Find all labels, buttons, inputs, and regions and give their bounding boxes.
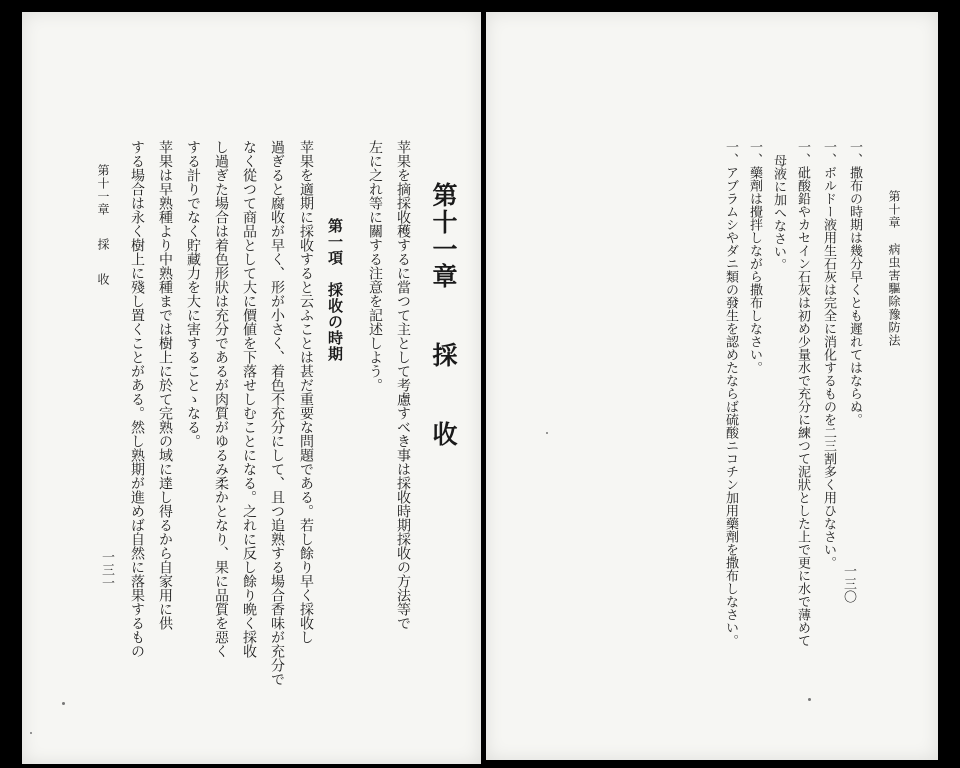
- page-number: 一三〇: [841, 564, 856, 603]
- instruction-line: 一、撒布の時期は幾分早くとも遲れてはならぬ。: [847, 140, 862, 426]
- right-page: [486, 12, 938, 760]
- running-header: 第十一章採收: [96, 164, 110, 286]
- paper-speck: [62, 702, 65, 705]
- paper-speck: [808, 698, 811, 701]
- intro-line-2: 左に之れ等に關する注意を記述しよう。: [367, 140, 383, 392]
- body-line: 苹果を適期に採收すると云ふことは甚だ重要な問題である。若し餘り早く採收し: [298, 140, 314, 644]
- body-line: なく從つて商品として大に價値を下落せしむことになる。之れに反し餘り晩く採收: [241, 140, 257, 658]
- instruction-line: 一、アブラムシやダニ類の發生を認めたならば硫酸ニコチン加用藥劑を撒布しなさい。: [723, 140, 738, 647]
- instruction-line: 一、砒酸鉛やカセイン石灰は初め少量水で充分に練つて泥狀とした上で更に水で薄めて: [795, 140, 810, 647]
- page-number: 一三一: [99, 550, 114, 589]
- paper-speck: [546, 432, 548, 434]
- left-page: [22, 12, 481, 764]
- instruction-line: 母液に加へなさい。: [771, 154, 786, 271]
- chapter-title: 第十一章採收: [429, 182, 458, 448]
- paper-speck: [30, 732, 32, 734]
- body-line: し過ぎた場合は着色形狀は充分であるが肉質がゆるみ柔かとなり、果に品質を惡く: [213, 140, 229, 658]
- instruction-line: 一、ボルドー液用生石灰は完全に消化するものを二三割多く用ひなさい。: [821, 140, 836, 569]
- section-title: 第一項採收の時期: [326, 218, 344, 362]
- body-line: する場合は永く樹上に殘し置くことがある。然し熟期が進めば自然に落果するもの: [129, 140, 145, 658]
- instruction-line: 一、藥劑は攪拌しながら撒布しなさい。: [747, 140, 762, 374]
- running-header: 第十章病虫害驅除豫防法: [887, 190, 901, 347]
- body-line: する計りでなく貯藏力を大に害することゝなる。: [185, 140, 201, 448]
- intro-line-1: 苹果を摘採收穫するに當つて主として考慮すべき事は採收時期採收の方法等で: [395, 140, 411, 630]
- body-line: 過ぎると腐收が早く、形が小さく、着色不充分にして、且つ追熟する場合香味が充分で: [269, 140, 285, 686]
- body-line: 苹果は早熟種より中熟種までは樹上に於て完熟の域に達し得るから自家用に供: [157, 140, 173, 630]
